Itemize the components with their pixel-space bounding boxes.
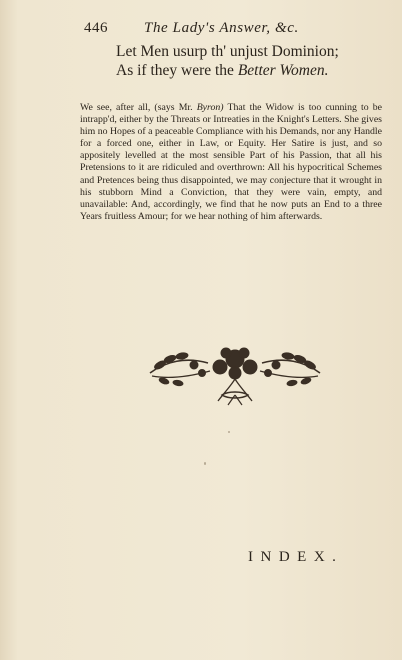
verse-line-1: Let Men usurp th' unjust Dominion; <box>116 43 339 60</box>
floral-tailpiece-ornament-icon <box>146 343 324 409</box>
prose-text-1: We see, after all, (says Mr. <box>80 102 197 113</box>
paper-speck <box>204 462 206 465</box>
running-head: The Lady's Answer, &c. <box>144 20 299 36</box>
page-header <box>84 20 374 42</box>
verse-line-2-prefix: As if they were the <box>116 62 238 79</box>
index-heading: INDEX. <box>248 549 344 565</box>
verse-line-2 <box>116 62 329 80</box>
paper-speck <box>228 431 230 433</box>
prose-name-italic: Byron) <box>196 102 224 113</box>
prose-text-2: That the Widow is too cunning to be intrapp'd, either by the Threats or Intreaties in the Knight's Letters. She gives him no Hopes of a peaceable Compliance with his Demands, nor any Handle for a forced one, either in Law, or Equity. Her Satire is just, and so appositely levelled at the most sensible Part of his Passion, that all his Pretensions to it are ridiculed and overthrown: All his hypocritical Schemes and Pretences being thus disappointed, we may conjecture that it wrought in his stubborn Mind a Conviction, that they were vain, empty, and unavailable: And, accordingly, we find that he now puts an End to a three Years fruitless Amour; for we hear nothing of him afterwards. <box>80 102 383 222</box>
verse-line-2-italic: Better Women. <box>237 62 329 79</box>
prose-paragraph <box>80 102 382 223</box>
page-number: 446 <box>84 20 108 36</box>
